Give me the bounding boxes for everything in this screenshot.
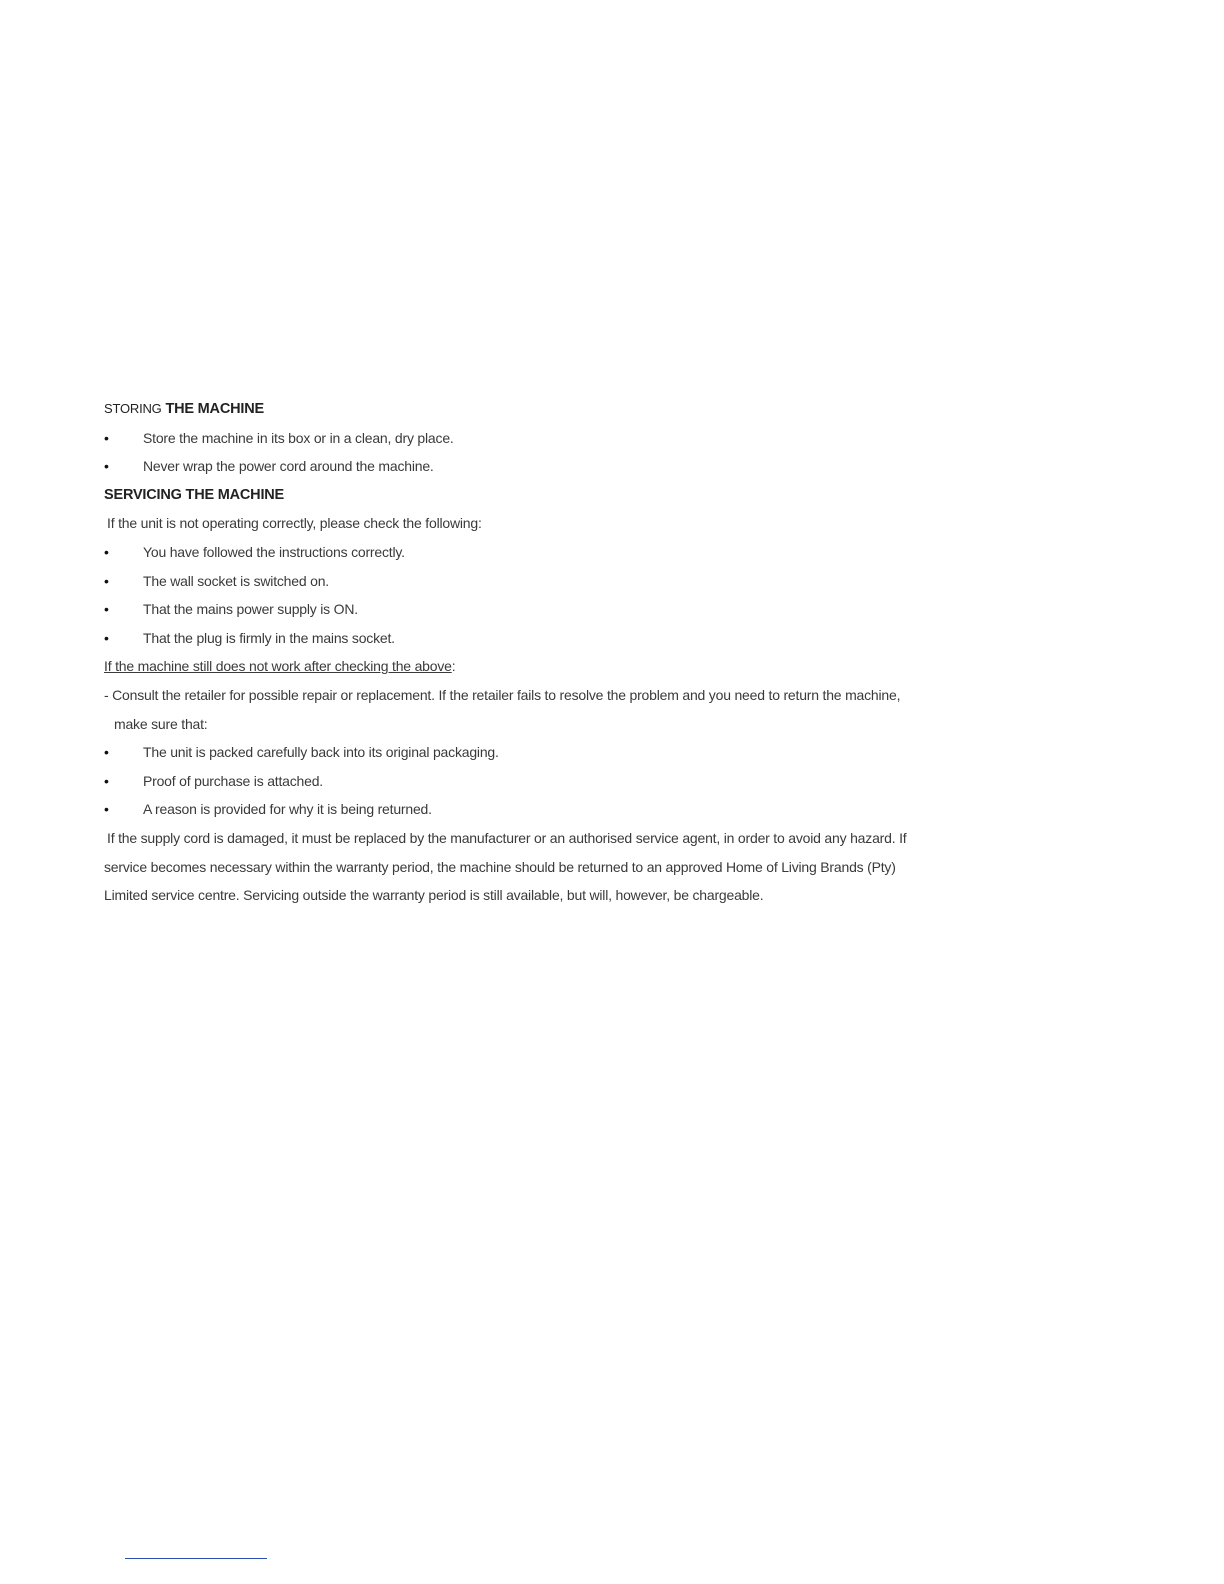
consult-line-1: - Consult the retailer for possible repair or replacement. If the retailer fails to resolve the problem and you need to return the machine,	[104, 686, 901, 703]
list-item	[104, 595, 984, 624]
list-item	[104, 567, 984, 596]
paragraph-line: Limited service centre. Servicing outside the warranty period is still available, but will, however, be chargeable.	[104, 887, 764, 904]
bullet-icon: •	[104, 572, 109, 589]
still-not-working-text: If the machine still does not work after checking the above	[104, 658, 452, 675]
bullet-icon: •	[104, 458, 109, 475]
list-item-text: The unit is packed carefully back into its original packaging.	[143, 744, 499, 761]
still-not-working-line	[104, 652, 984, 681]
document-body	[104, 395, 984, 910]
storing-heading-main: THE MACHINE	[165, 401, 264, 417]
storing-heading-prefix: STORING	[104, 401, 162, 416]
still-not-working-colon: :	[451, 658, 456, 675]
list-item	[104, 452, 984, 481]
list-item-text: That the mains power supply is ON.	[143, 601, 358, 618]
list-item-text: Proof of purchase is attached.	[143, 772, 323, 789]
list-item	[104, 538, 984, 567]
bullet-icon: •	[104, 801, 109, 818]
list-item	[104, 624, 984, 653]
list-item	[104, 738, 984, 767]
bullet-icon: •	[104, 601, 109, 618]
list-item	[104, 767, 984, 796]
storing-heading	[104, 395, 984, 424]
bullet-icon: •	[104, 744, 109, 761]
list-item	[104, 424, 984, 453]
list-item-text: Never wrap the power cord around the machine.	[143, 458, 434, 475]
footer-rule	[125, 1558, 267, 1559]
list-item-text: Store the machine in its box or in a clean, dry place.	[143, 429, 454, 446]
list-item-text: You have followed the instructions correctly.	[143, 543, 405, 560]
list-item	[104, 795, 984, 824]
consult-line-2: make sure that:	[114, 715, 208, 732]
list-item-text: A reason is provided for why it is being returned.	[143, 801, 432, 818]
servicing-heading: SERVICING THE MACHINE	[104, 486, 285, 503]
servicing-intro: If the unit is not operating correctly, please check the following:	[107, 515, 482, 532]
list-item-text: That the plug is firmly in the mains socket.	[143, 629, 395, 646]
bullet-icon: •	[104, 429, 109, 446]
bullet-icon: •	[104, 629, 109, 646]
paragraph-line: If the supply cord is damaged, it must be replaced by the manufacturer or an authorised service agent, in order to avoid any hazard. If	[107, 829, 907, 846]
bullet-icon: •	[104, 543, 109, 560]
list-item-text: The wall socket is switched on.	[143, 572, 329, 589]
bullet-icon: •	[104, 772, 109, 789]
paragraph-line: service becomes necessary within the warranty period, the machine should be returned to an approved Home of Living Brands (Pty)	[104, 858, 896, 875]
